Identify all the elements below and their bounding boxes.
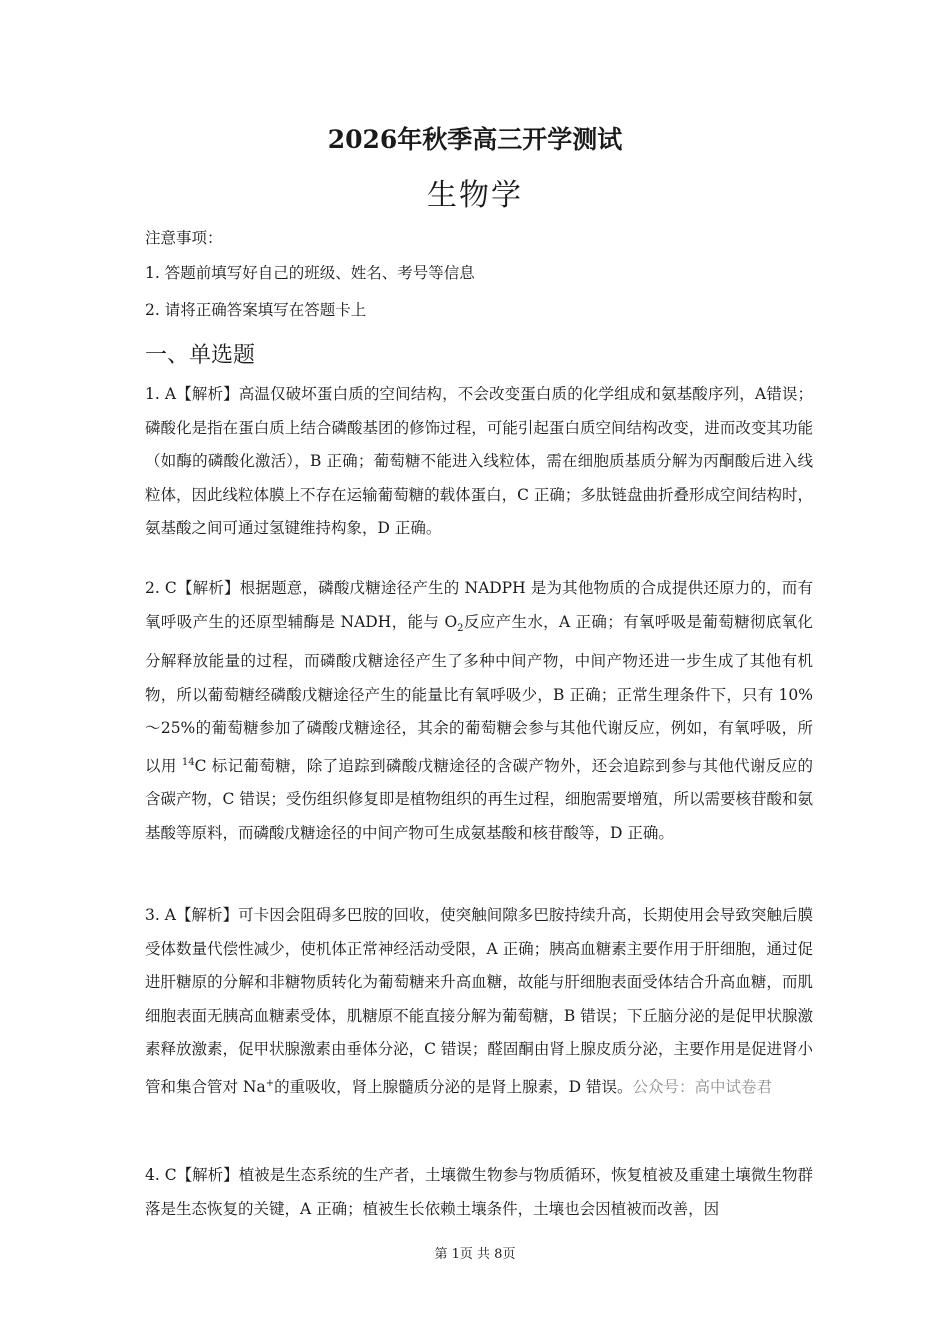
page-footer: 第 1页 共 8页 bbox=[434, 1247, 516, 1262]
question-3-superscript: + bbox=[265, 1077, 275, 1089]
question-2-subscript: 2 bbox=[457, 622, 464, 634]
notice-item-1: 1. 答题前填写好自己的班级、姓名、考号等信息 bbox=[145, 264, 475, 282]
question-2-text-b: 反应产生水，A 正确；有氧呼吸是葡萄糖彻底氧化分解释放能量的过程，而磷酸戊糖途径产生了多种中间产物，中间产物还进一步生成了其他有机物，所以葡萄糖经磷酸戊糖途径产生的能量比有氧呼吸少，B 正确；正常生理条件下，只有 10%～25%的葡萄糖参加了磷酸戊糖途径，其余的葡萄糖会参与其他代谢反应，例如，有氧呼吸，所以用 bbox=[145, 612, 813, 775]
question-3-text-a: 可卡因会阻碍多巴胺的回收，使突触间隙多巴胺持续升高，长期使用会导致突触后膜受体数量代偿性减少，使机体正常神经活动受限，A 正确；胰高血糖素主要作用于肝细胞，通过促进肝糖原的分解和非糖物质转化为葡萄糖来升高血糖，故能与肝细胞表面受体结合升高血糖，而肌细胞表面无胰高血糖素受体，肌糖原不能直接分解为葡萄糖，B 错误；下丘脑分泌的是促甲状腺激素释放激素，促甲状腺激素由垂体分泌，C 错误；醛固酮由肾上腺皮质分泌，主要作用是促进肾小管和集合管对 Na bbox=[145, 906, 813, 1096]
question-4-answer bbox=[145, 1159, 813, 1226]
question-1-answer bbox=[145, 378, 813, 546]
question-1-head: 1. A【解析】 bbox=[145, 385, 239, 403]
notice-item-2: 2. 请将正确答案填写在答题卡上 bbox=[145, 301, 367, 319]
question-2-head: 2. C【解析】 bbox=[145, 579, 240, 597]
question-3-answer bbox=[145, 899, 813, 1104]
exam-title: 2026年秋季高三开学测试 bbox=[327, 125, 623, 154]
question-2-text-c: C 标记葡萄糖，除了追踪到磷酸戊糖途径的含碳产物外，还会追踪到参与其他代谢反应的含碳产物，C 错误；受伤组织修复即是植物组织的再生过程，细胞需要增殖，所以需要核苷酸和氨基酸等原料，而磷酸戊糖途径的中间产物可生成氨基酸和核苷酸等，D 正确。 bbox=[145, 756, 813, 842]
subject-title: 生物学 bbox=[427, 178, 523, 213]
question-1-text: 高温仅破坏蛋白质的空间结构，不会改变蛋白质的化学组成和氨基酸序列，A错误；磷酸化是指在蛋白质上结合磷酸基团的修饰过程，可能引起蛋白质空间结构改变，进而改变其功能（如酶的磷酸化激活），B 正确；葡萄糖不能进入线粒体，需在细胞质基质分解为丙酮酸后进入线粒体，因此线粒体膜上不存在运输葡萄糖的载体蛋白，C 正确；多肽链盘曲折叠形成空间结构时，氨基酸之间可通过氢键维持构象，D 正确。 bbox=[145, 385, 813, 537]
question-3-text-b: 的重吸收，肾上腺髓质分泌的是肾上腺素，D 错误。 bbox=[274, 1077, 633, 1096]
question-2-answer bbox=[145, 572, 813, 850]
section-title: 一、单选题 bbox=[145, 343, 256, 368]
question-4-text: 植被是生态系统的生产者，土壤微生物参与物质循环，恢复植被及重建土壤微生物群落是生态恢复的关键，A 正确；植被生长依赖土壤条件，土壤也会因植被而改善，因 bbox=[145, 1166, 813, 1218]
notice-heading: 注意事项： bbox=[145, 229, 223, 247]
question-3-head: 3. A【解析】 bbox=[145, 906, 239, 924]
question-2-superscript: 14 bbox=[181, 756, 195, 768]
question-4-head: 4. C【解析】 bbox=[145, 1166, 239, 1184]
watermark-text: 公众号：高中试卷君 bbox=[632, 1077, 772, 1096]
question-2-text-a: 根据题意，磷酸戊糖途径产生的 NADPH 是为其他物质的合成提供还原力的，而有氧呼吸产生的还原型辅酶是 NADH，能与 O bbox=[145, 579, 813, 631]
